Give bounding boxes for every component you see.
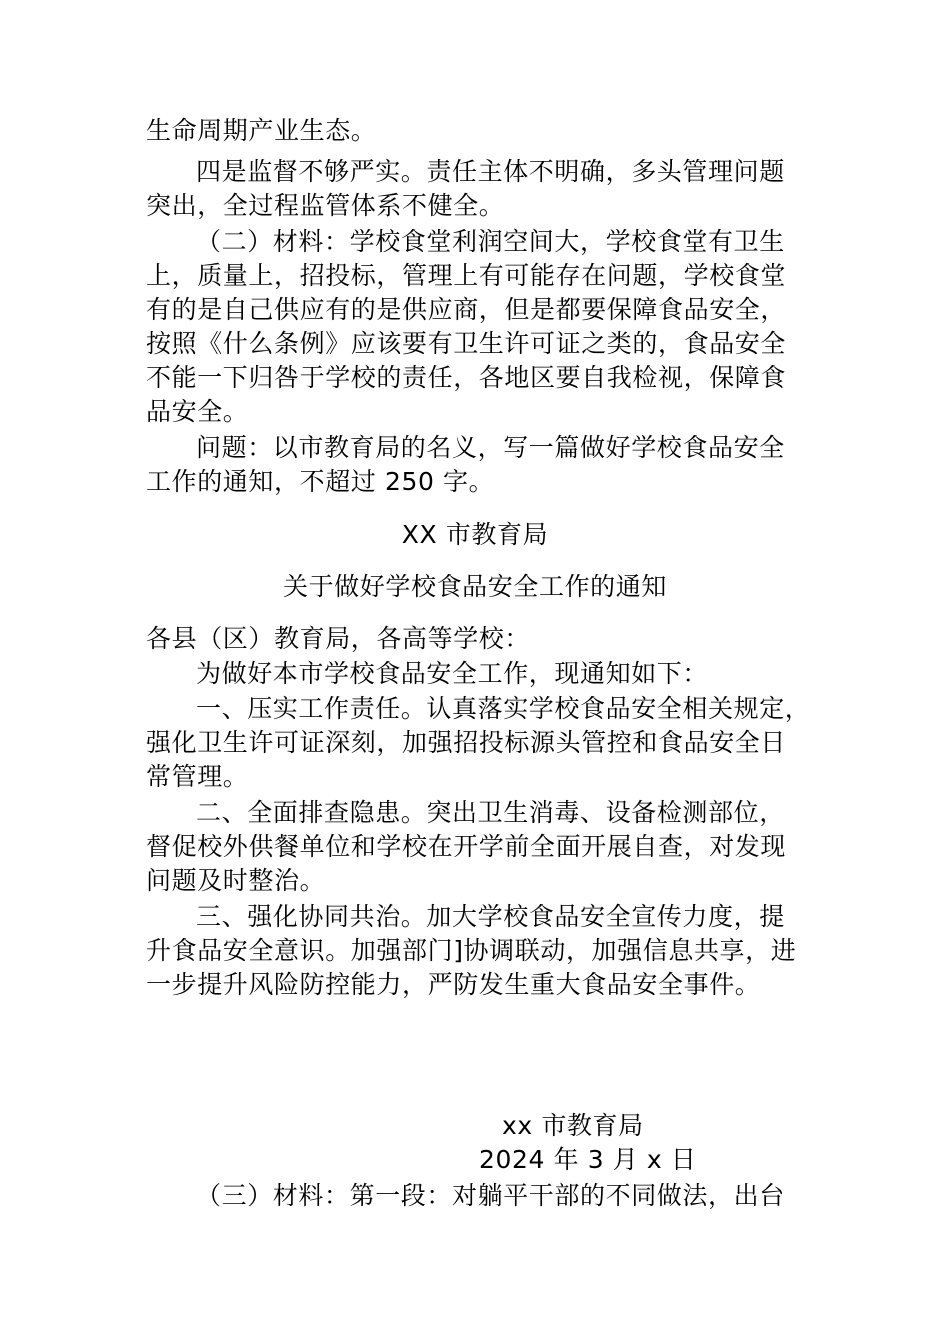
notice-item-3-line: 三、强化协同共治。加大学校食品安全宣传力度，提 [196,902,785,931]
text-line: 有的是自己供应有的是供应商，但是都要保障食品安全， [146,295,787,324]
notice-salutation: 各县（区）教育局，各高等学校： [146,624,531,653]
notice-item-3-line: 一步提升风险防控能力，严防发生重大食品安全事件。 [146,970,761,999]
notice-intro: 为做好本市学校食品安全工作，现通知如下： [196,659,709,688]
text-line: 品安全。 [146,397,249,426]
notice-item-2-line: 二、全面排查隐患。突出卫生消毒、设备检测部位， [196,798,785,827]
notice-item-1-line: 强化卫生许可证深刻，加强招投标源头管控和食品安全日 [146,728,787,757]
text-line: （二）材料：学校食堂利润空间大，学校食堂有卫生 [196,227,785,256]
question-line: 问题：以市教育局的名义，写一篇做好学校食品安全 [196,433,785,462]
text-line: 四是监督不够严实。责任主体不明确，多头管理问题 [196,157,785,186]
text-line: 突出，全过程监管体系不健全。 [146,191,505,220]
notice-item-2-line: 问题及时整治。 [146,866,326,895]
notice-item-1-line: 一、压实工作责任。认真落实学校食品安全相关规定， [196,694,811,723]
notice-title: 关于做好学校食品安全工作的通知 [282,572,667,601]
text-line: 生命周期产业生态。 [146,116,377,145]
text-line: 上，质量上，招投标，管理上有可能存在问题，学校食堂 [146,261,787,290]
notice-item-1-line: 常管理。 [146,762,249,791]
notice-date: 2024 年 3 月 x 日 [479,1145,697,1174]
notice-signature: xx 市教育局 [502,1111,644,1140]
notice-item-2-line: 督促校外供餐单位和学校在开学前全面开展自查，对发现 [146,832,787,861]
notice-issuer: XX 市教育局 [401,520,549,549]
text-line: 按照《什么条例》应该要有卫生许可证之类的，食品安全 [146,329,787,358]
question-line: 工作的通知，不超过 250 字。 [146,467,495,496]
text-line: 不能一下归咎于学校的责任，各地区要自我检视，保障食 [146,363,787,392]
notice-item-3-line: 升食品安全意识。加强部门]协调联动，加强信息共享，进 [146,936,797,965]
text-line: （三）材料：第一段：对躺平干部的不同做法，出台 [196,1181,785,1210]
